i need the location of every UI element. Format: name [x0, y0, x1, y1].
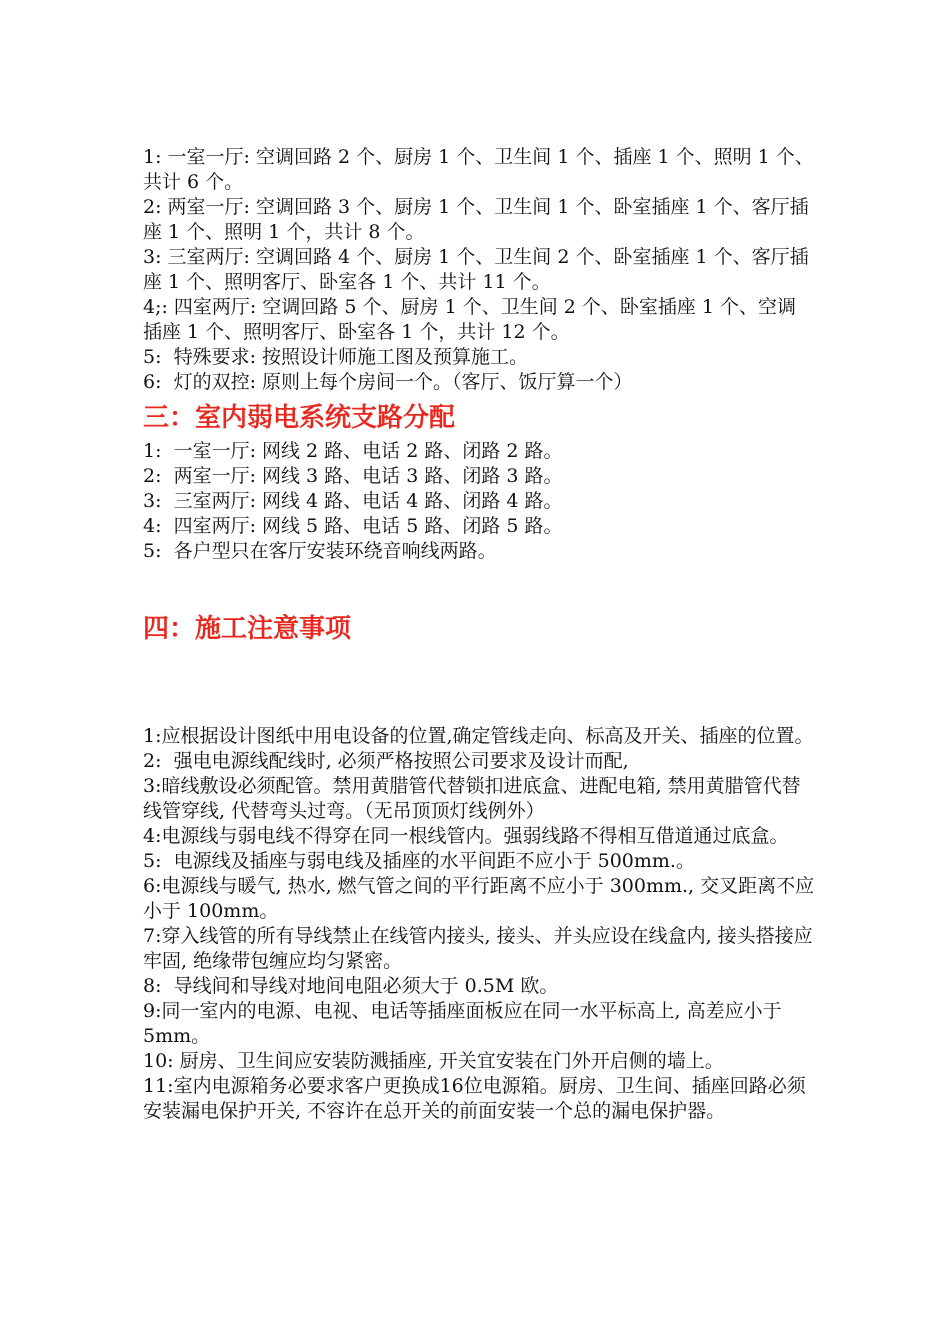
- list-item: 7:穿入线管的所有导线禁止在线管内接头, 接头、并头应设在线盒内, 接头搭接应牢固, 绝缘带包缠应均匀紧密。: [143, 925, 813, 972]
- list-item: 6:电源线与暖气, 热水, 燃气管之间的平行距离不应小于 300mm., 交叉距离不应小于 100mm。: [143, 875, 815, 922]
- list-item: 5: 特殊要求: 按照设计师施工图及预算施工。: [143, 346, 529, 368]
- document-page: [143, 145, 815, 1124]
- list-item: 5: 电源线及插座与弱电线及插座的水平间距不应小于 500mm.。: [143, 850, 695, 872]
- list-item: 2: 两室一厅: 网线 3 路、电话 3 路、闭路 3 路。: [143, 465, 563, 487]
- list-item: 10: 厨房、卫生间应安装防溅插座, 开关宜安装在门外开启侧的墙上。: [143, 1050, 724, 1072]
- list-item: 4: 四室两厅: 网线 5 路、电话 5 路、闭路 5 路。: [143, 515, 563, 537]
- list-item: 9:同一室内的电源、电视、电话等插座面板应在同一水平标高上, 高差应小于 5mm。: [143, 1000, 788, 1047]
- list-item: 1: 一室一厅: 空调回路 2 个、厨房 1 个、卫生间 1 个、插座 1 个、照明 1 个、共计 6 个。: [143, 146, 814, 193]
- list-item: 11:室内电源箱务必要求客户更换成16位电源箱。厨房、卫生间、插座回路必须安装漏电保护开关, 不容许在总开关的前面安装一个总的漏电保护器。: [143, 1075, 806, 1122]
- list-item: 4:电源线与弱电线不得穿在同一根线管内。强弱线路不得相互借道通过底盒。: [143, 825, 789, 847]
- list-item: 2: 强电电源线配线时, 必须严格按照公司要求及设计而配,: [143, 750, 629, 772]
- list-item: 5: 各户型只在客厅安装环绕音响线两路。: [143, 540, 497, 562]
- spacer: [143, 564, 815, 606]
- list-item: 6: 灯的双控: 原则上每个房间一个。（客厅、饭厅算一个）: [143, 371, 633, 393]
- section3-heading: 三：室内弱电系统支路分配: [143, 403, 456, 433]
- list-item: 3: 三室两厅: 网线 4 路、电话 4 路、闭路 4 路。: [143, 490, 563, 512]
- section2-list: [143, 145, 815, 395]
- section4-heading: 四：施工注意事项: [143, 614, 352, 644]
- list-item: 3:暗线敷设必须配管。禁用黄腊管代替锁扣进底盒、进配电箱, 禁用黄腊管代替线管穿线, 代替弯头过弯。（无吊顶顶灯线例外）: [143, 775, 801, 822]
- list-item: 4;: 四室两厅: 空调回路 5 个、厨房 1 个、卫生间 2 个、卧室插座 1 个、空调插座 1 个、照明客厅、卧室各 1 个，共计 12 个。: [143, 296, 797, 343]
- list-item: 2: 两室一厅: 空调回路 3 个、厨房 1 个、卫生间 1 个、卧室插座 1 个、客厅插座 1 个、照明 1 个，共计 8 个。: [143, 196, 809, 243]
- list-item: 1:应根据设计图纸中用电设备的位置,确定管线走向、标高及开关、插座的位置。: [143, 725, 814, 747]
- section4-list: [143, 724, 815, 1124]
- list-item: 3: 三室两厅: 空调回路 4 个、厨房 1 个、卫生间 2 个、卧室插座 1 个、客厅插座 1 个、照明客厅、卧室各 1 个、共计 11 个。: [143, 246, 809, 293]
- list-item: 1: 一室一厅: 网线 2 路、电话 2 路、闭路 2 路。: [143, 440, 563, 462]
- spacer: [143, 650, 815, 724]
- section3-list: [143, 439, 815, 564]
- list-item: 8: 导线间和导线对地间电阻必须大于 0.5M 欧。: [143, 975, 559, 997]
